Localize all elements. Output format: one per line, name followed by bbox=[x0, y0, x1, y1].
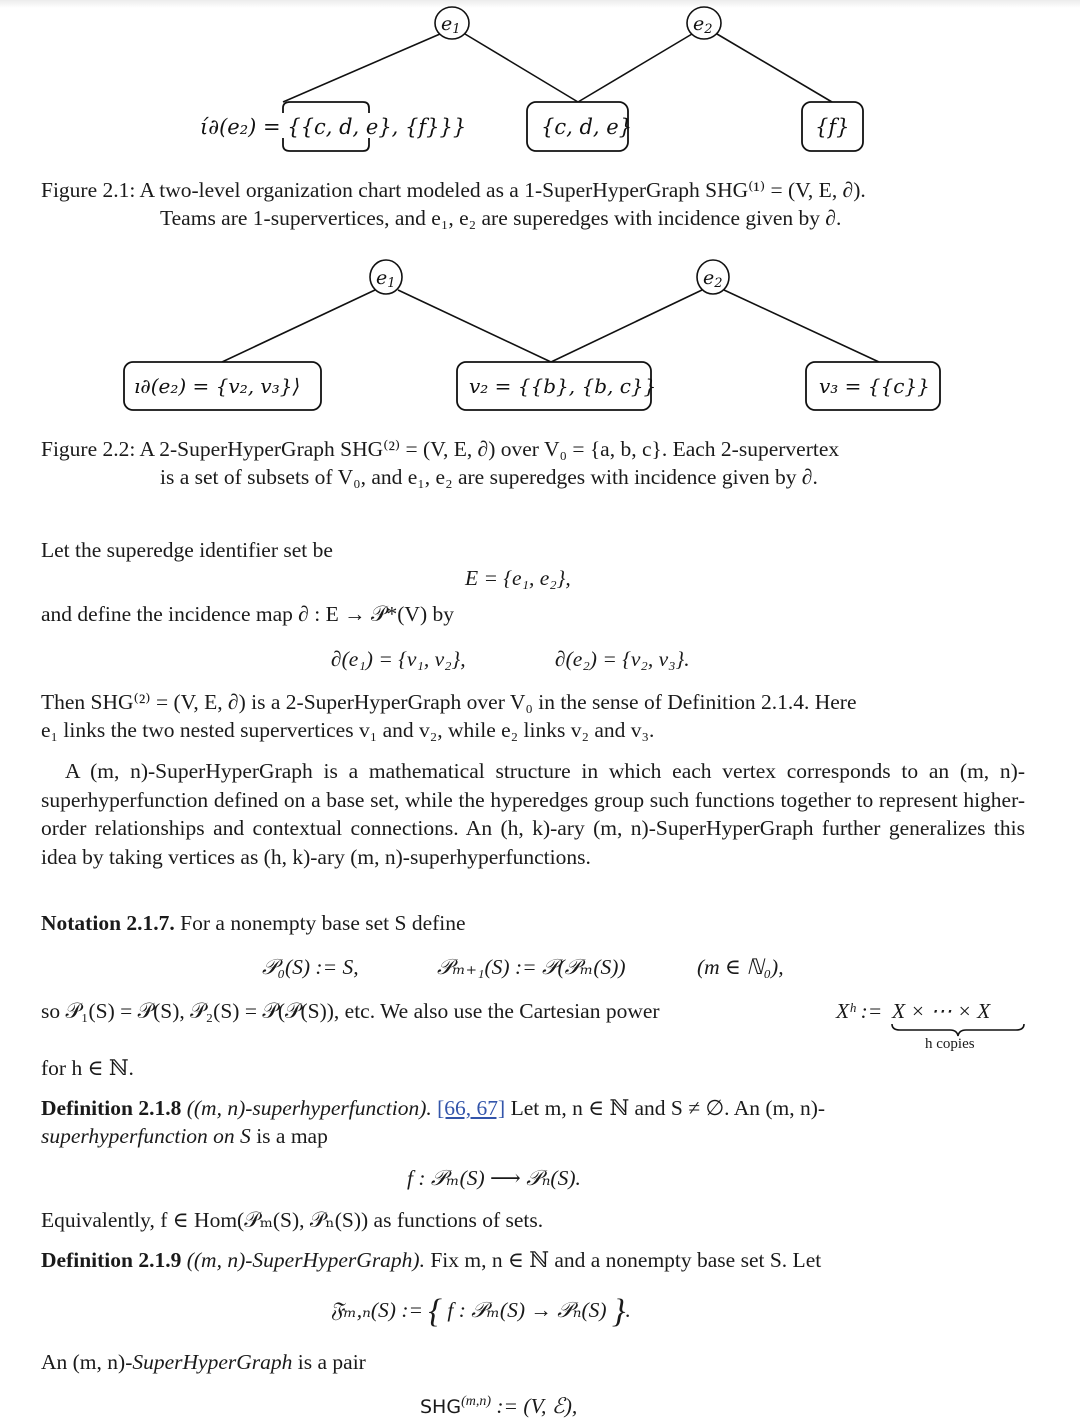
cartesian-product: X × ⋯ × X bbox=[892, 999, 991, 1023]
equation-power-set-recursive: 𝒫ₘ₊₁(S) := 𝒫(𝒫ₘ(S)) bbox=[437, 955, 626, 979]
definition-title: ((m, n)-superhyperfunction). bbox=[186, 1096, 432, 1120]
paragraph-equivalently: Equivalently, f ∈ Hom(𝒫ₘ(S), 𝒫ₙ(S)) as functions of sets. bbox=[41, 1208, 544, 1232]
h-copies-label: h copies bbox=[925, 1036, 975, 1052]
box-cde-label: {c, d, e} bbox=[541, 115, 633, 139]
edge-e2-left bbox=[578, 34, 692, 102]
node-e2-label: e2 bbox=[703, 267, 723, 291]
definition-title: ((m, n)-SuperHyperGraph). bbox=[186, 1248, 425, 1272]
shg-rhs: := (V, ℰ), bbox=[491, 1394, 578, 1418]
definition-text: Fix m, n ∈ ℕ and a nonempty base set S. Let bbox=[430, 1248, 822, 1272]
paragraph-for-h: for h ∈ ℕ. bbox=[41, 1056, 134, 1080]
definition-2-1-8-line2 bbox=[41, 1122, 328, 1151]
left-brace-icon: { bbox=[428, 1293, 442, 1330]
figure-2-1-diagram bbox=[0, 0, 1080, 165]
figure-2-2-diagram bbox=[0, 250, 1080, 415]
definition-text: is a map bbox=[256, 1124, 328, 1148]
paragraph-pair bbox=[41, 1348, 366, 1377]
paragraph-mn-superhypergraph: A (m, n)-SuperHyperGraph is a mathematical structure in which each vertex corresponds to an (m, n)-superhyperfunction defined on a base set, while the hyperedges group such functions together to represent higher-order relationships and contextual connections. An (h, k)-ary (m, n)-SuperHyperGraph further generalizes this idea by taking vertices as (h, k)-ary (m, n)-superhyperfunctions. bbox=[41, 759, 1025, 869]
pair-term: SuperHyperGraph bbox=[132, 1350, 293, 1374]
edge-e2-right bbox=[717, 34, 832, 102]
paragraph-cartesian-power: so 𝒫₁(S) = 𝒫(S), 𝒫₂(S) = 𝒫(𝒫(S)), etc. We also use the Cartesian power bbox=[41, 999, 660, 1023]
definition-label: Definition 2.1.9 bbox=[41, 1248, 182, 1272]
box-v3-label: v₃ = {{c}} bbox=[819, 374, 930, 398]
equation-power-set-domain: (m ∈ ℕ₀), bbox=[697, 955, 784, 979]
equation-edge-set: E = {e₁, e₂}, bbox=[465, 566, 571, 590]
shg-superscript: (m,n) bbox=[461, 1393, 492, 1409]
notation-label: Notation 2.1.7. bbox=[41, 911, 175, 935]
equation-incidence-e2: ∂(e₂) = {v₂, v₃}. bbox=[555, 647, 690, 671]
paragraph-incidence-map: and define the incidence map ∂ : E → 𝒫*(V) by bbox=[41, 602, 454, 626]
equation-function-set: 𝔉ₘ,ₙ(S) := { f : 𝒫ₘ(S) → 𝒫ₙ(S) }. bbox=[330, 1293, 631, 1330]
figure-2-1-caption-line2: Teams are 1-supervertices, and e₁, e₂ are superedges with incidence given by ∂. bbox=[160, 206, 842, 230]
right-brace-icon: } bbox=[611, 1293, 626, 1330]
box-v2-label: v₂ = {{b}, {b, c}} bbox=[469, 374, 657, 398]
figure-2-2-caption-line1: Figure 2.2: A 2-SuperHyperGraph SHG⁽²⁾ = (V, E, ∂) over V₀ = {a, b, c}. Each 2-supervertex bbox=[41, 437, 840, 461]
node-e2-label: e2 bbox=[693, 13, 713, 37]
definition-2-1-9-line1 bbox=[41, 1246, 821, 1275]
citation-link[interactable]: [66, 67] bbox=[437, 1096, 506, 1120]
function-set-lhs: 𝔉ₘ,ₙ(S) := bbox=[330, 1298, 423, 1322]
equation-power-set-base: 𝒫₀(S) := S, bbox=[262, 955, 359, 979]
definition-term: superhyperfunction on S bbox=[41, 1124, 251, 1148]
edge-e2-right bbox=[724, 290, 879, 362]
equation-shg-pair bbox=[420, 1392, 577, 1422]
notation-text: For a nonempty base set S define bbox=[180, 911, 466, 935]
box-partial-bottom bbox=[283, 138, 369, 151]
edge-e2-left bbox=[551, 290, 702, 362]
notation-2-1-7 bbox=[41, 909, 466, 938]
pair-text-a: An (m, n)- bbox=[41, 1350, 133, 1374]
node-e1-label: e1 bbox=[376, 267, 396, 291]
box-partial-top bbox=[283, 102, 369, 113]
equation-superhyperfunction: f : 𝒫ₘ(S) ⟶ 𝒫ₙ(S). bbox=[407, 1166, 581, 1190]
box-f-label: {f} bbox=[815, 115, 850, 139]
pair-text-b: is a pair bbox=[297, 1350, 366, 1374]
edge-e1-right bbox=[465, 34, 578, 102]
definition-2-1-8-line1 bbox=[41, 1094, 825, 1123]
paragraph-then-shg-line1: Then SHG⁽²⁾ = (V, E, ∂) is a 2-SuperHyperGraph over V₀ in the sense of Definition 2.1.4. Here bbox=[41, 690, 857, 714]
function-set-body: f : 𝒫ₘ(S) → 𝒫ₙ(S) bbox=[447, 1298, 607, 1322]
box-left-label: ί∂(e₂) = {{c, d, e}, {f}}} bbox=[200, 115, 467, 139]
figure-2-2-caption-line2: is a set of subsets of V₀, and e₁, e₂ are superedges with incidence given by ∂. bbox=[160, 465, 818, 489]
figure-2-1-caption-line1: Figure 2.1: A two-level organization chart modeled as a 1-SuperHyperGraph SHG⁽¹⁾ = (V, E, ∂). bbox=[41, 178, 866, 202]
box-incidence-label: ı∂(e₂) = {v₂, v₃}⟩ bbox=[134, 374, 301, 398]
cartesian-power-lhs: Xʰ := bbox=[836, 999, 883, 1023]
definition-text: Let m, n ∈ ℕ and S ≠ ∅. An (m, n)- bbox=[510, 1096, 826, 1120]
edge-e1-left bbox=[222, 290, 375, 362]
paragraph-superedge-set: Let the superedge identifier set be bbox=[41, 538, 333, 562]
paragraph-then-shg-line2: e₁ links the two nested supervertices v₁ and v₂, while e₂ links v₂ and v₃. bbox=[41, 718, 655, 742]
edge-e1-right bbox=[398, 290, 551, 362]
edge-e1-left bbox=[283, 34, 440, 102]
shg-symbol: SHG bbox=[420, 1396, 462, 1418]
equation-incidence-e1: ∂(e₁) = {v₁, v₂}, bbox=[331, 647, 466, 671]
definition-label: Definition 2.1.8 bbox=[41, 1096, 182, 1120]
node-e1-label: e1 bbox=[441, 13, 461, 37]
